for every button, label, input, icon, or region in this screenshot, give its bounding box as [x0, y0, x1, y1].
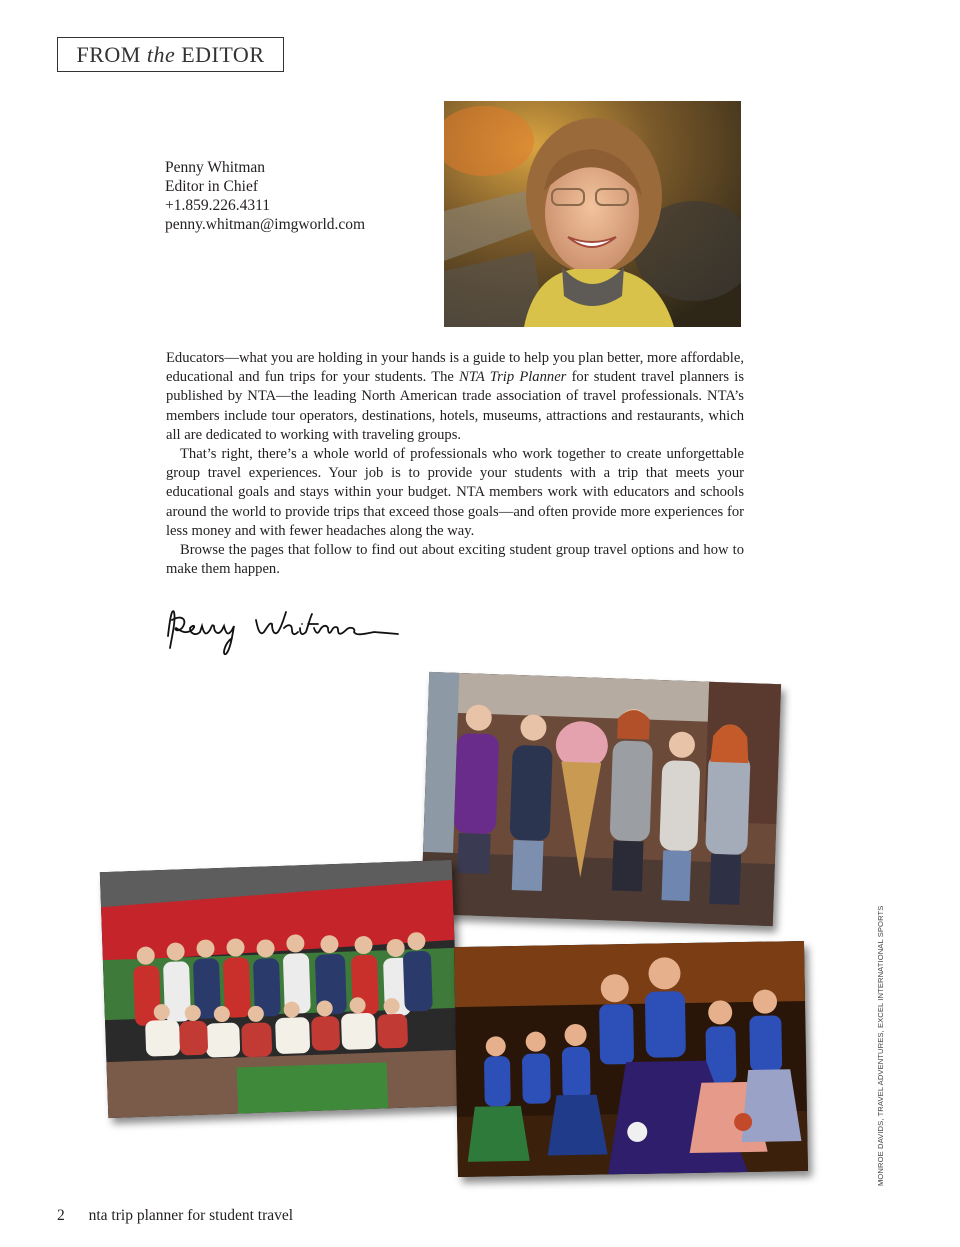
editor-portrait-photo: [444, 101, 741, 327]
letter-paragraph-3: Browse the pages that follow to find out about exciting student group travel options and how to make them happen.: [166, 542, 744, 578]
header-from: FROM: [76, 41, 141, 67]
section-header: [57, 37, 284, 72]
publication-title-italic: NTA Trip Planner: [459, 369, 567, 386]
editor-email: penny.whitman@imgworld.com: [165, 216, 366, 233]
header-the: the: [146, 41, 176, 67]
letter-p1-text-a: Educators—what you are holding in your hands is a guide to help you plan better, more affordable, educational and fun trips for your students. The: [166, 350, 744, 386]
editor-letter: [166, 349, 744, 579]
editor-signature: [160, 598, 410, 658]
header-editor: EDITOR: [181, 41, 265, 67]
editor-contact-block: [165, 158, 365, 234]
publication-name: nta trip planner for student travel: [88, 1207, 294, 1224]
letter-p1-text-b: for student travel planners is published by NTA—the leading North American trade association of travel professionals. NTA’s members include tour operators, destinations, hotels, museums, attractions and restaurants, which all are dedicated to working with traveling groups.: [166, 369, 745, 443]
stadium-group-photo: [100, 860, 460, 1118]
photo-credit: MONROE DAVIDS, TRAVEL ADVENTURES, EXCEL INTERNATIONAL SPORTS: [876, 905, 885, 1186]
editor-phone: +1.859.226.4311: [165, 197, 271, 214]
editor-name: Penny Whitman: [165, 159, 266, 176]
letter-paragraph-2: That’s right, there’s a whole world of professionals who work together to create unforgettable group travel experiences. Your job is to provide your students with a trip that meets your educational goals and stays within your budget. NTA members work with educators and schools around the world to provide trips that exceed those goals—and often provide more experiences for less money and with fewer headaches along the way.: [166, 446, 744, 539]
dance-performance-photo: [454, 941, 808, 1177]
page-footer: [57, 1207, 293, 1225]
students-ice-cream-photo: [421, 672, 781, 926]
letter-paragraph-1: [166, 349, 744, 445]
editor-title: Editor in Chief: [165, 178, 258, 195]
page-number: 2: [57, 1207, 65, 1224]
